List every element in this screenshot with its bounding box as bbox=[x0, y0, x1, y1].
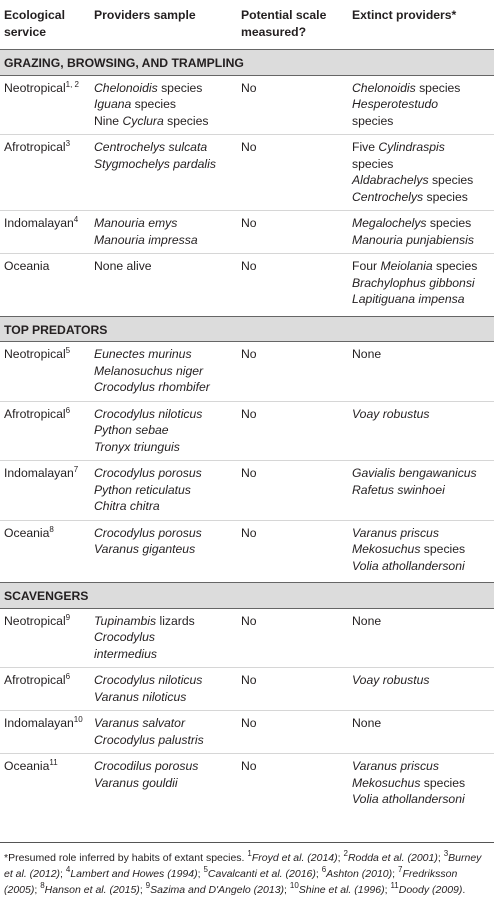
cell-providers-sample bbox=[90, 461, 237, 521]
cell-ecological-service bbox=[0, 608, 90, 668]
reference-superscript: 10 bbox=[73, 715, 83, 724]
footnote-number: 11 bbox=[390, 881, 399, 890]
text-run: Four bbox=[352, 259, 381, 273]
cell-potential-scale-measured: No bbox=[241, 259, 257, 273]
text-run: Mekosuchus bbox=[352, 775, 421, 790]
cell-extinct-providers bbox=[348, 211, 494, 254]
text-run: Tupinambis bbox=[94, 613, 157, 628]
region-name: Oceania bbox=[4, 525, 50, 540]
text-run: Chelonoidis bbox=[352, 80, 416, 95]
footnote-citation: Hanson et al. (2015) bbox=[44, 884, 140, 896]
footnote-citation: Burney et al. (2012) bbox=[4, 852, 482, 880]
cell-potential-scale-measured: No bbox=[241, 759, 257, 773]
text-run: Eunectes murinus bbox=[94, 347, 192, 361]
text-run: species bbox=[428, 173, 474, 187]
header-providers-sample: Providers sample bbox=[94, 8, 196, 22]
reference-superscript: 6 bbox=[65, 405, 71, 415]
cell-ecological-service bbox=[0, 754, 90, 813]
provider-line bbox=[94, 363, 233, 380]
cell-providers-sample bbox=[90, 520, 237, 579]
text-run: Crocodilus porosus bbox=[94, 759, 199, 773]
extinct-provider-line bbox=[352, 758, 490, 775]
cell-potential-scale-measured: No bbox=[241, 347, 257, 361]
text-run: Varanus niloticus bbox=[94, 689, 187, 704]
table-row bbox=[0, 135, 494, 211]
text-run: Gavialis bengawanicus bbox=[352, 466, 477, 480]
footnote-citation: Doody (2009) bbox=[398, 884, 463, 896]
region-name: Indomalayan bbox=[4, 716, 74, 730]
text-run: Melanosuchus niger bbox=[94, 363, 204, 378]
provider-line bbox=[94, 689, 233, 706]
text-run: Python sebae bbox=[94, 423, 169, 437]
region-name: Indomalayan bbox=[4, 466, 74, 480]
text-run: None alive bbox=[94, 259, 152, 273]
footnote-citation: Sazima and D'Angelo (2013) bbox=[150, 884, 285, 896]
text-run: Volia athollandersoni bbox=[352, 558, 465, 573]
cell-extinct-providers bbox=[348, 342, 494, 402]
text-run: Manouria emys bbox=[94, 216, 178, 230]
text-run: Voay robustus bbox=[352, 673, 430, 687]
text-run: species bbox=[415, 80, 461, 95]
cell-providers-sample bbox=[90, 135, 237, 211]
footnote-number: 7 bbox=[397, 865, 403, 874]
text-run: Centrochelys sulcata bbox=[94, 140, 208, 154]
section-title: GRAZING, BROWSING, AND TRAMPLING bbox=[0, 50, 494, 76]
table-row bbox=[0, 401, 494, 461]
text-run: Manouria punjabiensis bbox=[352, 232, 474, 247]
text-run: Mekosuchus bbox=[352, 542, 421, 556]
region-name: Indomalayan bbox=[4, 216, 74, 230]
footnote-number: 6 bbox=[321, 865, 327, 874]
cell-potential-scale-measured: No bbox=[241, 466, 257, 480]
provider-line bbox=[94, 541, 233, 558]
extinct-provider-line bbox=[352, 258, 490, 275]
provider-line bbox=[94, 732, 233, 749]
region-name: Neotropical bbox=[4, 347, 66, 361]
text-run: Voay robustus bbox=[352, 406, 430, 421]
provider-line bbox=[94, 113, 233, 130]
extinct-provider-line bbox=[352, 96, 490, 113]
table-footnote bbox=[0, 850, 494, 898]
cell-extinct-providers bbox=[348, 608, 494, 668]
footnote-number: 10 bbox=[289, 881, 299, 890]
extinct-provider-line bbox=[352, 715, 490, 732]
text-run: lizards bbox=[156, 613, 195, 628]
reference-superscript: 5 bbox=[65, 346, 71, 355]
footnote-number: 8 bbox=[40, 881, 45, 890]
reference-superscript: 8 bbox=[49, 524, 54, 534]
provider-line bbox=[94, 215, 233, 232]
provider-line bbox=[94, 672, 233, 689]
provider-line bbox=[94, 465, 233, 482]
region-name: Neotropical bbox=[4, 613, 66, 628]
cell-extinct-providers bbox=[348, 461, 494, 521]
text-run: Meiolania bbox=[380, 259, 433, 273]
extinct-provider-line bbox=[352, 80, 490, 97]
provider-line bbox=[94, 96, 233, 113]
footnote-number: 9 bbox=[145, 881, 151, 890]
provider-line bbox=[94, 232, 233, 249]
text-run: species bbox=[420, 775, 466, 790]
text-run: Crocodylus rhombifer bbox=[94, 380, 210, 394]
cell-extinct-providers bbox=[348, 254, 494, 313]
provider-line bbox=[94, 758, 233, 775]
extinct-provider-line bbox=[352, 215, 490, 232]
cell-extinct-providers bbox=[348, 135, 494, 211]
footnote-citation: Rodda et al. (2001) bbox=[347, 852, 438, 864]
extinct-provider-line bbox=[352, 525, 490, 542]
cell-potential-scale-measured: No bbox=[241, 406, 257, 421]
cell-ecological-service bbox=[0, 711, 90, 754]
table-row bbox=[0, 668, 494, 711]
extinct-provider-line bbox=[352, 139, 490, 156]
extinct-provider-line bbox=[352, 113, 490, 130]
table-row bbox=[0, 461, 494, 521]
text-run: species bbox=[157, 80, 203, 95]
cell-ecological-service bbox=[0, 211, 90, 254]
cell-extinct-providers bbox=[348, 75, 494, 135]
cell-providers-sample bbox=[90, 254, 237, 313]
reference-superscript: 4 bbox=[73, 215, 79, 224]
cell-ecological-service bbox=[0, 461, 90, 521]
cell-potential-scale-measured: No bbox=[241, 140, 257, 154]
extinct-provider-line bbox=[352, 232, 490, 249]
extinct-provider-line bbox=[352, 346, 490, 363]
footnote-number: 2 bbox=[343, 849, 348, 858]
text-run: Chitra chitra bbox=[94, 499, 160, 513]
extinct-provider-line bbox=[352, 558, 490, 575]
text-run: Iguana bbox=[94, 97, 132, 111]
text-run: Brachylophus gibbonsi bbox=[352, 275, 475, 290]
region-name: Afrotropical bbox=[4, 140, 66, 154]
region-name: Afrotropical bbox=[4, 673, 66, 687]
provider-line bbox=[94, 139, 233, 156]
extinct-provider-line bbox=[352, 791, 490, 808]
text-run: Python reticulatus bbox=[94, 482, 191, 497]
footnote-number: 1 bbox=[247, 849, 252, 858]
region-name: Afrotropical bbox=[4, 406, 66, 421]
cell-ecological-service bbox=[0, 342, 90, 402]
cell-ecological-service bbox=[0, 520, 90, 579]
region-name: Neotropical bbox=[4, 80, 66, 95]
provider-line bbox=[94, 156, 233, 173]
table-row bbox=[0, 75, 494, 135]
cell-providers-sample bbox=[90, 211, 237, 254]
text-run: Cylindraspis bbox=[378, 140, 445, 154]
table-row bbox=[0, 211, 494, 254]
text-run: Manouria impressa bbox=[94, 232, 198, 247]
cell-potential-scale-measured: No bbox=[241, 716, 257, 730]
provider-line bbox=[94, 498, 233, 515]
text-run: Varanus priscus bbox=[352, 525, 439, 540]
provider-line bbox=[94, 715, 233, 732]
table-row bbox=[0, 254, 494, 313]
text-run: Lapitiguana impensa bbox=[352, 292, 465, 306]
text-run: Nine bbox=[94, 113, 123, 128]
table-row bbox=[0, 520, 494, 579]
header-potential-scale-measured: Potential scale measured? bbox=[241, 8, 327, 39]
extinct-provider-line bbox=[352, 465, 490, 482]
cell-providers-sample bbox=[90, 754, 237, 813]
text-run: species bbox=[420, 542, 466, 556]
cell-providers-sample bbox=[90, 711, 237, 754]
cell-ecological-service bbox=[0, 135, 90, 211]
text-run: Five bbox=[352, 140, 379, 154]
text-run: Stygmochelys pardalis bbox=[94, 156, 216, 171]
footnote-number: 3 bbox=[443, 849, 449, 858]
footnote-number: 5 bbox=[203, 865, 208, 874]
extinct-provider-line bbox=[352, 613, 490, 630]
text-run: None bbox=[352, 716, 382, 730]
provider-line bbox=[94, 346, 233, 363]
text-run: None bbox=[352, 613, 382, 628]
table-row bbox=[0, 608, 494, 668]
cell-providers-sample bbox=[90, 342, 237, 402]
text-run: Aldabrachelys bbox=[352, 173, 429, 187]
extinct-provider-line bbox=[352, 482, 490, 499]
footnote-citation: Cavalcanti et al. (2016) bbox=[207, 868, 316, 880]
cell-ecological-service bbox=[0, 254, 90, 313]
footnote-citation: Lambert and Howes (1994) bbox=[70, 868, 198, 880]
provider-line bbox=[94, 379, 233, 396]
extinct-provider-line bbox=[352, 775, 490, 792]
text-run: species bbox=[352, 113, 394, 128]
reference-superscript: 6 bbox=[65, 672, 71, 681]
provider-line bbox=[94, 775, 233, 792]
cell-extinct-providers bbox=[348, 520, 494, 579]
provider-line bbox=[94, 613, 233, 630]
reference-superscript: 3 bbox=[65, 139, 71, 148]
table-body bbox=[0, 50, 494, 813]
section-title: SCAVENGERS bbox=[0, 583, 494, 609]
footnote-divider bbox=[0, 842, 494, 843]
extinct-provider-line bbox=[352, 172, 490, 189]
text-run: Crocodylus palustris bbox=[94, 732, 204, 747]
region-name: Oceania bbox=[4, 259, 50, 273]
cell-potential-scale-measured: No bbox=[241, 613, 257, 628]
extinct-provider-line bbox=[352, 189, 490, 206]
table-header bbox=[0, 0, 494, 50]
region-name: Oceania bbox=[4, 759, 50, 773]
text-run: Crocodylus niloticus bbox=[94, 406, 203, 421]
provider-line bbox=[94, 80, 233, 97]
cell-potential-scale-measured: No bbox=[241, 525, 257, 540]
text-run: Volia athollandersoni bbox=[352, 792, 465, 806]
text-run: intermedius bbox=[94, 646, 157, 661]
text-run: Rafetus swinhoei bbox=[352, 482, 445, 497]
text-run: Crocodylus niloticus bbox=[94, 673, 203, 687]
section-row bbox=[0, 583, 494, 609]
text-run: species bbox=[423, 189, 468, 204]
extinct-provider-line bbox=[352, 156, 490, 173]
text-run: species bbox=[432, 259, 478, 273]
footnote-citation: Ashton (2010) bbox=[326, 868, 393, 880]
cell-extinct-providers bbox=[348, 711, 494, 754]
cell-providers-sample bbox=[90, 608, 237, 668]
reference-superscript: 7 bbox=[73, 465, 79, 474]
header-extinct-providers: Extinct providers* bbox=[352, 8, 457, 22]
cell-extinct-providers bbox=[348, 754, 494, 813]
extinct-provider-line bbox=[352, 672, 490, 689]
table-row bbox=[0, 754, 494, 813]
text-run: Megalochelys bbox=[352, 216, 427, 230]
cell-potential-scale-measured: No bbox=[241, 80, 257, 95]
section-title: TOP PREDATORS bbox=[0, 316, 494, 342]
provider-line bbox=[94, 629, 233, 646]
text-run: species bbox=[163, 113, 209, 128]
text-run: species bbox=[131, 97, 176, 111]
cell-potential-scale-measured: No bbox=[241, 216, 257, 230]
text-run: Varanus priscus bbox=[352, 759, 439, 773]
text-run: species bbox=[352, 156, 394, 171]
provider-line bbox=[94, 646, 233, 663]
section-row bbox=[0, 50, 494, 76]
cell-providers-sample bbox=[90, 75, 237, 135]
extinct-provider-line bbox=[352, 406, 490, 423]
text-run: Varanus salvator bbox=[94, 716, 186, 730]
table-row bbox=[0, 342, 494, 402]
reference-superscript: 11 bbox=[49, 758, 58, 767]
text-run: None bbox=[352, 347, 382, 361]
cell-ecological-service bbox=[0, 401, 90, 461]
text-run: Tronyx triunguis bbox=[94, 439, 180, 454]
header-ecological-service: Ecological service bbox=[4, 8, 65, 39]
extinct-provider-line bbox=[352, 275, 490, 292]
text-run: Cyclura bbox=[122, 113, 164, 128]
text-run: Chelonoidis bbox=[94, 80, 158, 95]
table-row bbox=[0, 711, 494, 754]
reference-superscript: 1, 2 bbox=[65, 79, 79, 89]
text-run: Crocodylus porosus bbox=[94, 525, 202, 540]
cell-potential-scale-measured: No bbox=[241, 673, 257, 687]
provider-line bbox=[94, 482, 233, 499]
cell-providers-sample bbox=[90, 668, 237, 711]
text-run: Hesperotestudo bbox=[352, 97, 439, 111]
provider-line bbox=[94, 439, 233, 456]
provider-line bbox=[94, 422, 233, 439]
extinct-provider-line bbox=[352, 541, 490, 558]
footnote-number: 4 bbox=[65, 865, 71, 874]
provider-line bbox=[94, 525, 233, 542]
text-run: Crocodylus porosus bbox=[94, 466, 202, 480]
cell-ecological-service bbox=[0, 75, 90, 135]
text-run: Varanus giganteus bbox=[94, 542, 196, 556]
extinct-provider-line bbox=[352, 291, 490, 308]
cell-ecological-service bbox=[0, 668, 90, 711]
cell-providers-sample bbox=[90, 401, 237, 461]
footnote-references: $^1$Froyd et al. (2014); $^2$Rodda et al. (2001); $^3$Burney et al. (2012); $^4$Lambert and Howes (1994); $^5$Cavalcanti et al. (2016); $^6$Ashton (2010); $^7$Fredriksson (2005); $^8$Hanson et al. (2015); $^9$Sazima and D'Angelo (2013); $^{10}$Shine et al. (1996); $^{11}$Doody (2009). bbox=[4, 849, 482, 896]
section-row bbox=[0, 316, 494, 342]
footnote-citation: Fredriksson (2005) bbox=[4, 868, 458, 896]
provider-line bbox=[94, 258, 233, 275]
footnote-citation: Shine et al. (1996) bbox=[298, 884, 385, 896]
text-run: species bbox=[426, 216, 472, 230]
text-run: Centrochelys bbox=[352, 189, 424, 204]
provider-line bbox=[94, 406, 233, 423]
footnote-intro: *Presumed role inferred by habits of extant species. bbox=[4, 852, 245, 864]
reference-superscript: 9 bbox=[65, 612, 71, 622]
text-run: Crocodylus bbox=[94, 630, 155, 644]
footnote-citation: Froyd et al. (2014) bbox=[251, 852, 338, 864]
text-run: Varanus gouldii bbox=[94, 775, 178, 790]
cell-extinct-providers bbox=[348, 401, 494, 461]
cell-extinct-providers bbox=[348, 668, 494, 711]
